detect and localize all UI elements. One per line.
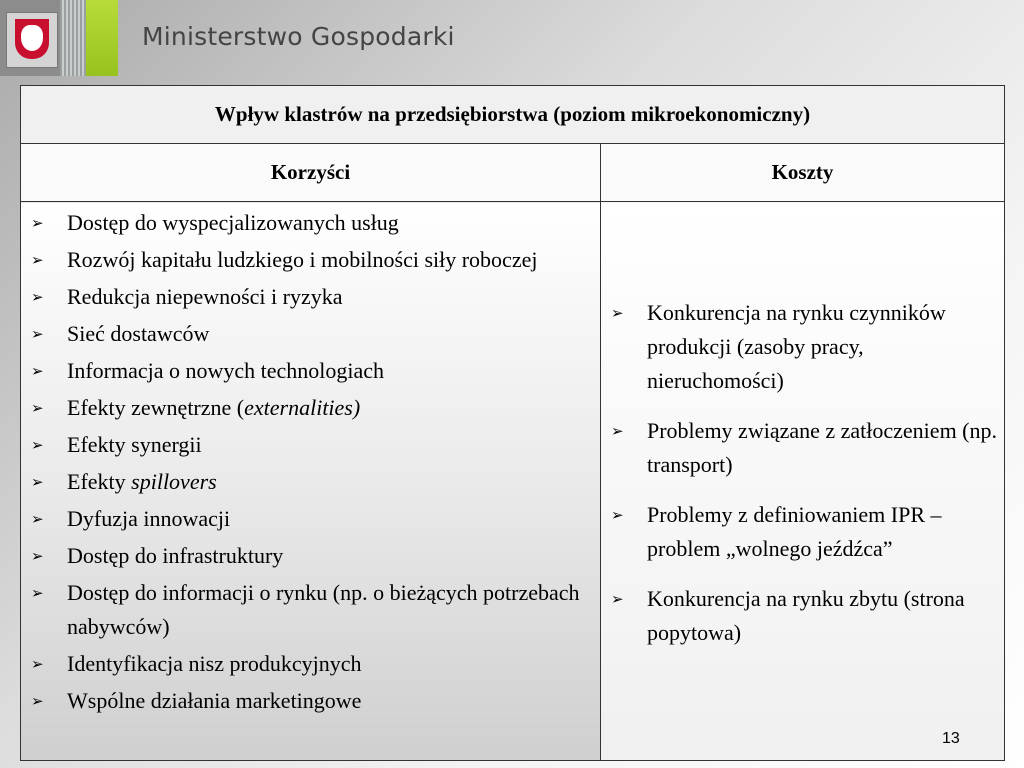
benefit-item bbox=[27, 317, 596, 351]
logo-green-bar bbox=[86, 0, 118, 76]
cost-item-text: Problemy związane z zatłoczeniem (np. transport) bbox=[647, 418, 998, 477]
benefits-header: Korzyści bbox=[21, 144, 601, 202]
poland-eagle-emblem-icon bbox=[6, 12, 58, 68]
benefit-item bbox=[27, 206, 596, 240]
arrow-bullet-icon: ➢ bbox=[31, 362, 44, 380]
benefit-item bbox=[27, 539, 596, 573]
arrow-bullet-icon: ➢ bbox=[31, 436, 44, 454]
costs-header: Koszty bbox=[601, 144, 1005, 202]
benefit-item bbox=[27, 684, 596, 718]
arrow-bullet-icon: ➢ bbox=[31, 510, 44, 528]
costs-cell bbox=[601, 202, 1005, 761]
benefit-item-text: Identyfikacja nisz produkcyjnych bbox=[67, 651, 362, 676]
arrow-bullet-icon: ➢ bbox=[611, 304, 624, 322]
costs-list bbox=[607, 296, 1000, 650]
arrow-bullet-icon: ➢ bbox=[31, 251, 44, 269]
ministry-logo bbox=[0, 0, 118, 76]
benefit-item-text: Dostęp do infrastruktury bbox=[67, 543, 284, 568]
cost-item-text: Konkurencja na rynku zbytu (strona popytowa) bbox=[647, 586, 965, 645]
cost-item-text: Konkurencja na rynku czynników produkcji (zasoby pracy, nieruchomości) bbox=[647, 300, 946, 393]
benefit-item-text: Sieć dostawców bbox=[67, 321, 210, 346]
arrow-bullet-icon: ➢ bbox=[31, 692, 44, 710]
arrow-bullet-icon: ➢ bbox=[31, 325, 44, 343]
arrow-bullet-icon: ➢ bbox=[611, 422, 624, 440]
cost-item bbox=[607, 498, 1000, 566]
cost-item bbox=[607, 582, 1000, 650]
arrow-bullet-icon: ➢ bbox=[31, 214, 44, 232]
benefit-item bbox=[27, 243, 596, 277]
benefit-item bbox=[27, 647, 596, 681]
arrow-bullet-icon: ➢ bbox=[31, 473, 44, 491]
arrow-bullet-icon: ➢ bbox=[31, 399, 44, 417]
table-title: Wpływ klastrów na przedsiębiorstwa (poziom mikroekonomiczny) bbox=[21, 86, 1005, 144]
arrow-bullet-icon: ➢ bbox=[31, 288, 44, 306]
benefit-item-text: Efekty bbox=[67, 469, 132, 494]
benefit-item bbox=[27, 391, 596, 425]
arrow-bullet-icon: ➢ bbox=[31, 655, 44, 673]
benefit-item-emphasis: externalities) bbox=[244, 395, 361, 420]
clusters-table bbox=[20, 85, 1005, 761]
benefit-item-text: Efekty zewnętrzne ( bbox=[67, 395, 245, 420]
benefit-item bbox=[27, 280, 596, 314]
benefit-item bbox=[27, 502, 596, 536]
benefit-item bbox=[27, 428, 596, 462]
benefits-list bbox=[27, 206, 596, 718]
benefit-item-text: Wspólne działania marketingowe bbox=[67, 688, 362, 713]
benefits-cell bbox=[21, 202, 601, 761]
benefit-item bbox=[27, 465, 596, 499]
benefit-item-text: Rozwój kapitału ludzkiego i mobilności siły roboczej bbox=[67, 247, 538, 272]
arrow-bullet-icon: ➢ bbox=[611, 506, 624, 524]
benefit-item-emphasis: spillovers bbox=[131, 469, 217, 494]
cost-item-text: Problemy z definiowaniem IPR – problem „wolnego jeźdźca” bbox=[647, 502, 942, 561]
benefit-item-text: Dostęp do wyspecjalizowanych usług bbox=[67, 210, 399, 235]
benefit-item-text: Dostęp do informacji o rynku (np. o bieżących potrzebach nabywców) bbox=[67, 580, 580, 639]
ministry-name: Ministerstwo Gospodarki bbox=[142, 22, 455, 51]
benefit-item bbox=[27, 354, 596, 388]
cost-item bbox=[607, 414, 1000, 482]
benefit-item-text: Informacja o nowych technologiach bbox=[67, 358, 385, 383]
benefit-item bbox=[27, 576, 596, 644]
cost-item bbox=[607, 296, 1000, 398]
arrow-bullet-icon: ➢ bbox=[31, 584, 44, 602]
arrow-bullet-icon: ➢ bbox=[31, 547, 44, 565]
arrow-bullet-icon: ➢ bbox=[611, 590, 624, 608]
benefit-item-text: Efekty synergii bbox=[67, 432, 202, 457]
benefit-item-text: Redukcja niepewności i ryzyka bbox=[67, 284, 343, 309]
page-number: 13 bbox=[942, 730, 960, 747]
benefit-item-text: Dyfuzja innowacji bbox=[67, 506, 231, 531]
